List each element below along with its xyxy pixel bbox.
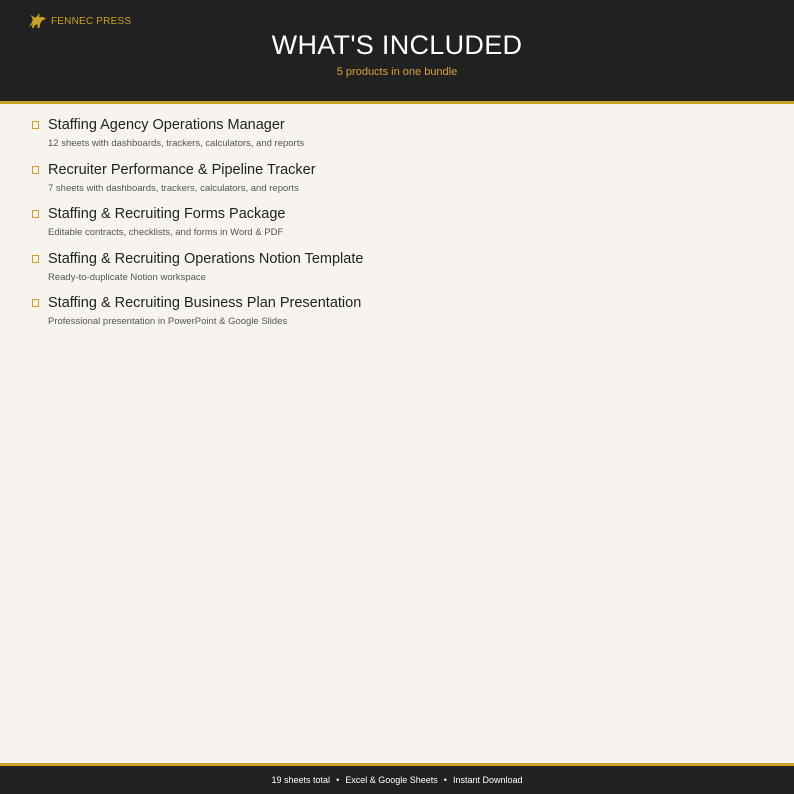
footer-separator: •	[336, 775, 340, 785]
brand	[28, 12, 131, 29]
footer-formats: Excel & Google Sheets	[345, 775, 438, 785]
footer-sheet-count: 19 sheets total	[271, 775, 331, 785]
page-subtitle: 5 products in one bundle	[336, 66, 458, 78]
list-item	[32, 161, 752, 206]
square-bullet-icon	[32, 166, 39, 174]
footer-delivery: Instant Download	[452, 775, 523, 785]
product-name: Staffing & Recruiting Forms Package	[48, 206, 286, 222]
product-name: Staffing & Recruiting Business Plan Presentation	[48, 295, 362, 311]
product-description: Editable contracts, checklists, and forms in Word & PDF	[48, 227, 284, 238]
brand-name: FENNEC PRESS	[51, 15, 132, 27]
product-list	[32, 116, 752, 339]
square-bullet-icon	[32, 255, 39, 263]
product-description: 7 sheets with dashboards, trackers, calculators, and reports	[48, 182, 299, 194]
header-banner	[0, 0, 794, 101]
product-name: Staffing Agency Operations Manager	[48, 117, 285, 133]
footer-separator: •	[443, 775, 447, 785]
product-description: Ready-to-duplicate Notion workspace	[48, 271, 206, 283]
product-description: 12 sheets with dashboards, trackers, calculators, and reports	[48, 138, 305, 149]
list-item	[32, 250, 752, 295]
square-bullet-icon	[32, 210, 39, 218]
list-item	[32, 294, 752, 339]
page-title: WHAT'S INCLUDED	[271, 30, 523, 60]
product-name: Staffing & Recruiting Operations Notion Template	[48, 250, 364, 267]
product-description: Professional presentation in PowerPoint & Google Slides	[48, 316, 288, 327]
header-divider	[0, 101, 794, 104]
fox-icon	[28, 12, 47, 29]
footer-bar	[0, 766, 794, 794]
product-name: Recruiter Performance & Pipeline Tracker	[48, 161, 316, 178]
list-item	[32, 205, 752, 250]
square-bullet-icon	[32, 121, 39, 129]
square-bullet-icon	[32, 299, 39, 307]
list-item	[32, 116, 752, 161]
